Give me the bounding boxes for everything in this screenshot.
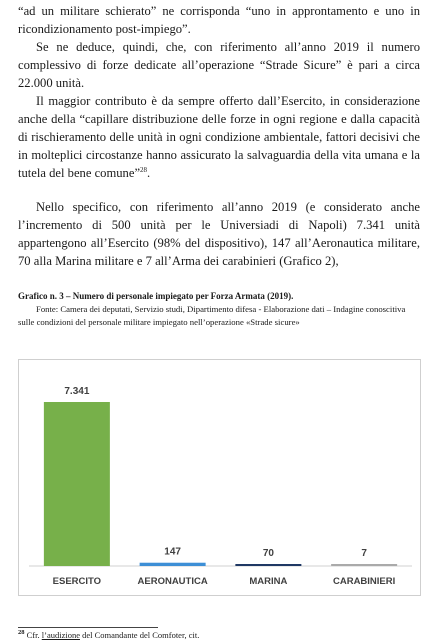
bar-carabinieri: [331, 564, 397, 566]
bar-chart-svg: [19, 360, 422, 597]
bar-esercito: [44, 402, 110, 566]
figure-source-text: Fonte: Camera dei deputati, Servizio studi, Dipartimento difesa - Elaborazione dati – Indagine conoscitiva sulle condizioni del personale militare impiegato nell’operazione «Strade sicure»: [18, 304, 406, 327]
data-label-carabinieri: 7: [361, 548, 367, 559]
paragraph-3-text: Il maggior contributo è da sempre offerto dall’Esercito, in considerazione anche della “capillare distribuzione delle forze in ogni regione e dalla capacità di rischieramento delle unità in ogni condizione ambientale, fattori decisivi che in molteplici circostanze hanno assicurato la salvaguardia della vita umana e la tutela del bene comune”: [18, 94, 420, 180]
bar-marina: [235, 564, 301, 566]
paragraph-1: [18, 2, 420, 38]
paragraph-2: [18, 38, 420, 92]
x-tick-label-marina: MARINA: [249, 576, 288, 587]
data-label-aeronautica: 147: [164, 546, 181, 558]
footnote-link[interactable]: l’audizione: [41, 630, 80, 640]
data-label-esercito: 7.341: [64, 386, 90, 397]
x-tick-label-carabinieri: CARABINIERI: [332, 576, 396, 587]
footnote-rest: del Comandante del Comfoter, cit.: [79, 630, 200, 640]
footnote-divider: [18, 627, 158, 628]
paragraph-4: [18, 198, 420, 270]
paragraph-2-text: Se ne deduce, quindi, che, con riferimento all’anno 2019 il numero complessivo di forze dedicate all’operazione “Strade Sicure” è pari a circa 22.000 unità.: [18, 40, 420, 90]
footnote-prefix: Cfr.: [26, 630, 42, 640]
x-tick-label-aeronautica: AERONAUTICA: [137, 576, 208, 587]
data-label-marina: 70: [262, 548, 274, 559]
figure-source: [18, 303, 423, 329]
x-tick-label-esercito: ESERCITO: [52, 576, 102, 587]
figure-title: Grafico n. 3 – Numero di personale impiegato per Forza Armata (2019).: [18, 291, 294, 301]
footnote: [18, 630, 423, 641]
paragraph-4-text: Nello specifico, con riferimento all’anno 2019 (e considerato anche l’incremento di 500 unità per le Universiadi di Napoli) 7.341 unità appartengono all’Esercito (98% del dispositivo), 147 all’Aeronautica militare, 70 alla Marina militare e 7 all’Arma dei carabinieri (Grafico 2),: [18, 200, 420, 268]
paragraph-3: [18, 92, 420, 182]
footnote-reference[interactable]: 28: [140, 165, 148, 174]
paragraph-1-text: “ad un militare schierato” ne corrisponda “uno in approntamento e uno in ricondizionamento post-impiego”.: [18, 4, 420, 36]
paragraph-3-tail: .: [147, 166, 151, 180]
footnote-number: 28: [18, 629, 25, 637]
bar-aeronautica: [140, 563, 206, 566]
bar-chart: [18, 359, 421, 596]
